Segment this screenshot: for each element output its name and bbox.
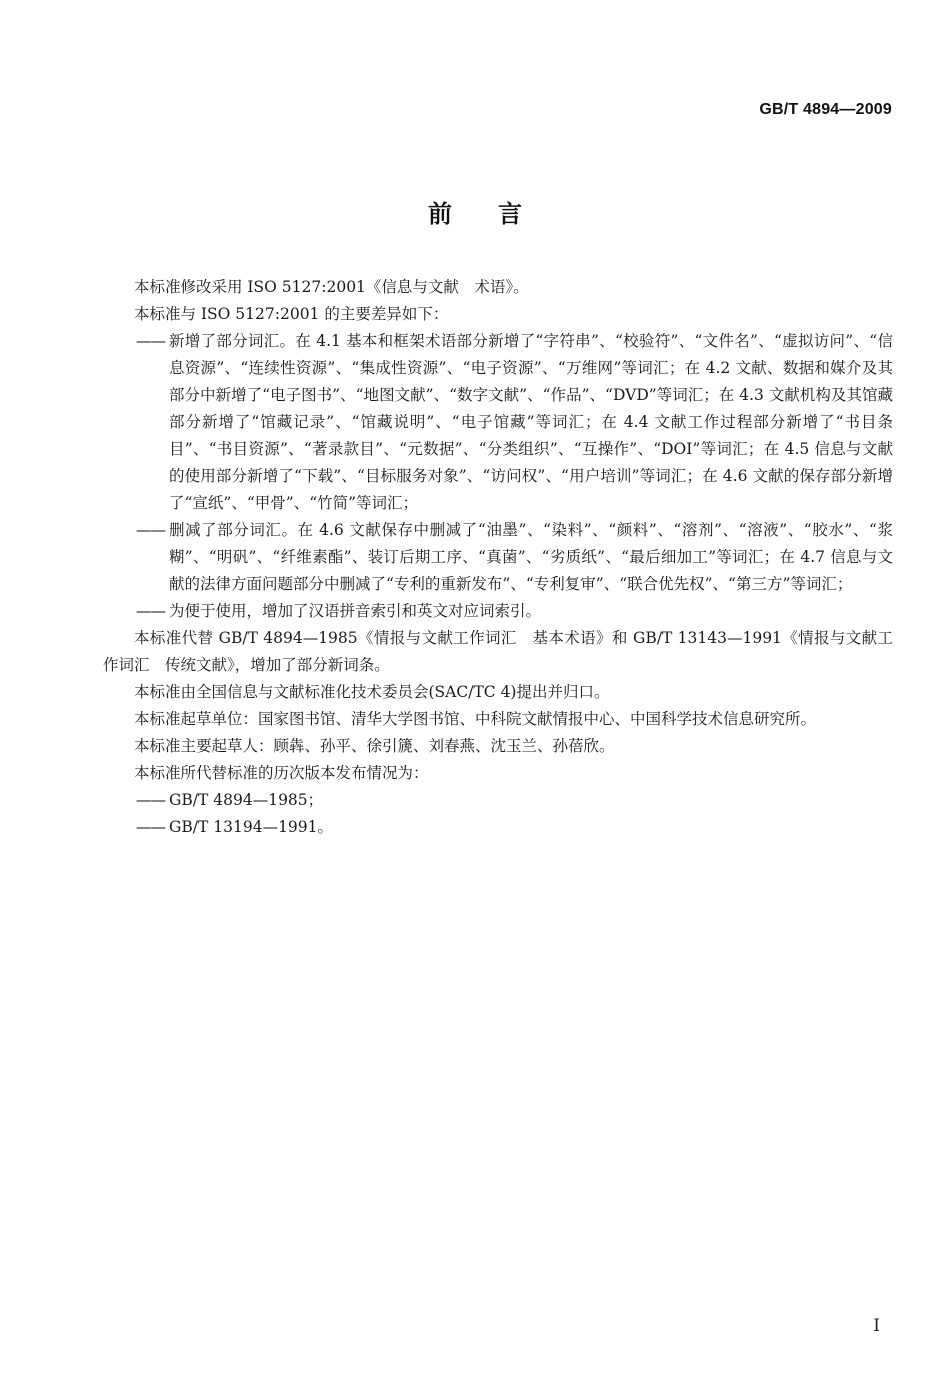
page-number: I (873, 1316, 880, 1336)
page-title: 前言 (428, 200, 568, 228)
previous-version-item (103, 787, 893, 814)
document-body (103, 274, 893, 841)
difference-text: 为便于使用，增加了汉语拼音索引和英文对应词索引。 (169, 602, 542, 620)
list-dash: —— (136, 521, 165, 539)
adoption-paragraph: 本标准修改采用 ISO 5127:2001《信息与文献 术语》。 (134, 278, 529, 296)
previous-version-text: GB/T 4894—1985； (169, 791, 324, 809)
difference-item (103, 598, 893, 625)
difference-text: 新增了部分词汇。在 4.1 基本和框架术语部分新增了“字符串”、“校验符”、“文件名”、“虚拟访问”、“信息资源”、“连续性资源”、“集成性资源”、“电子资源”、“万维网”等词汇；在 4.2 文献、数据和媒介及其部分中新增了“电子图书”、“地图文献”、“数字文献”、“作品”、“DVD”等词汇；在 4.3 文献机构及其馆藏部分新增了“馆藏记录”、“馆藏说明”、“电子馆藏”等词汇；在 4.4 文献工作过程部分新增了“书目条目”、“书目资源”、“著录款目”、“元数据”、“分类组织”、“互操作”、“DOI”等词汇；在 4.5 信息与文献的使用部分新增了“下载”、“目标服务对象”、“访问权”、“用户培训”等词汇；在 4.6 文献的保存部分新增了“宣纸”、“甲骨”、“竹简”等词汇； (169, 332, 893, 512)
list-dash: —— (136, 818, 165, 836)
drafting-units-paragraph: 本标准起草单位：国家图书馆、清华大学图书馆、中科院文献情报中心、中国科学技术信息研究所。 (134, 710, 817, 728)
list-dash: —— (136, 791, 165, 809)
drafters-paragraph: 本标准主要起草人：顾犇、孙平、徐引篪、刘春燕、沈玉兰、孙蓓欣。 (134, 737, 615, 755)
standard-code: GB/T 4894—2009 (759, 101, 892, 118)
difference-item (103, 328, 893, 517)
list-dash: —— (136, 332, 165, 350)
differences-intro: 本标准与 ISO 5127:2001 的主要差异如下： (134, 305, 449, 323)
versions-intro: 本标准所代替标准的历次版本发布情况为： (134, 764, 429, 782)
previous-version-item (103, 814, 893, 841)
difference-item (103, 517, 893, 598)
replacement-paragraph: 本标准代替 GB/T 4894—1985《情报与文献工作词汇 基本术语》和 GB/T 13143—1991《情报与文献工作词汇 传统文献》，增加了部分新词条。 (103, 629, 893, 674)
previous-version-text: GB/T 13194—1991。 (169, 818, 334, 836)
proposer-paragraph: 本标准由全国信息与文献标准化技术委员会(SAC/TC 4)提出并归口。 (134, 683, 610, 701)
difference-text: 删减了部分词汇。在 4.6 文献保存中删减了“油墨”、“染料”、“颜料”、“溶剂”、“溶液”、“胶水”、“浆糊”、“明矾”、“纤维素酯”、装订后期工序、“真菌”、“劣质纸”、“最后细加工”等词汇；在 4.7 信息与文献的法律方面问题部分中删减了“专利的重新发布”、“专利复审”、“联合优先权”、“第三方”等词汇； (169, 521, 893, 593)
list-dash: —— (136, 602, 165, 620)
